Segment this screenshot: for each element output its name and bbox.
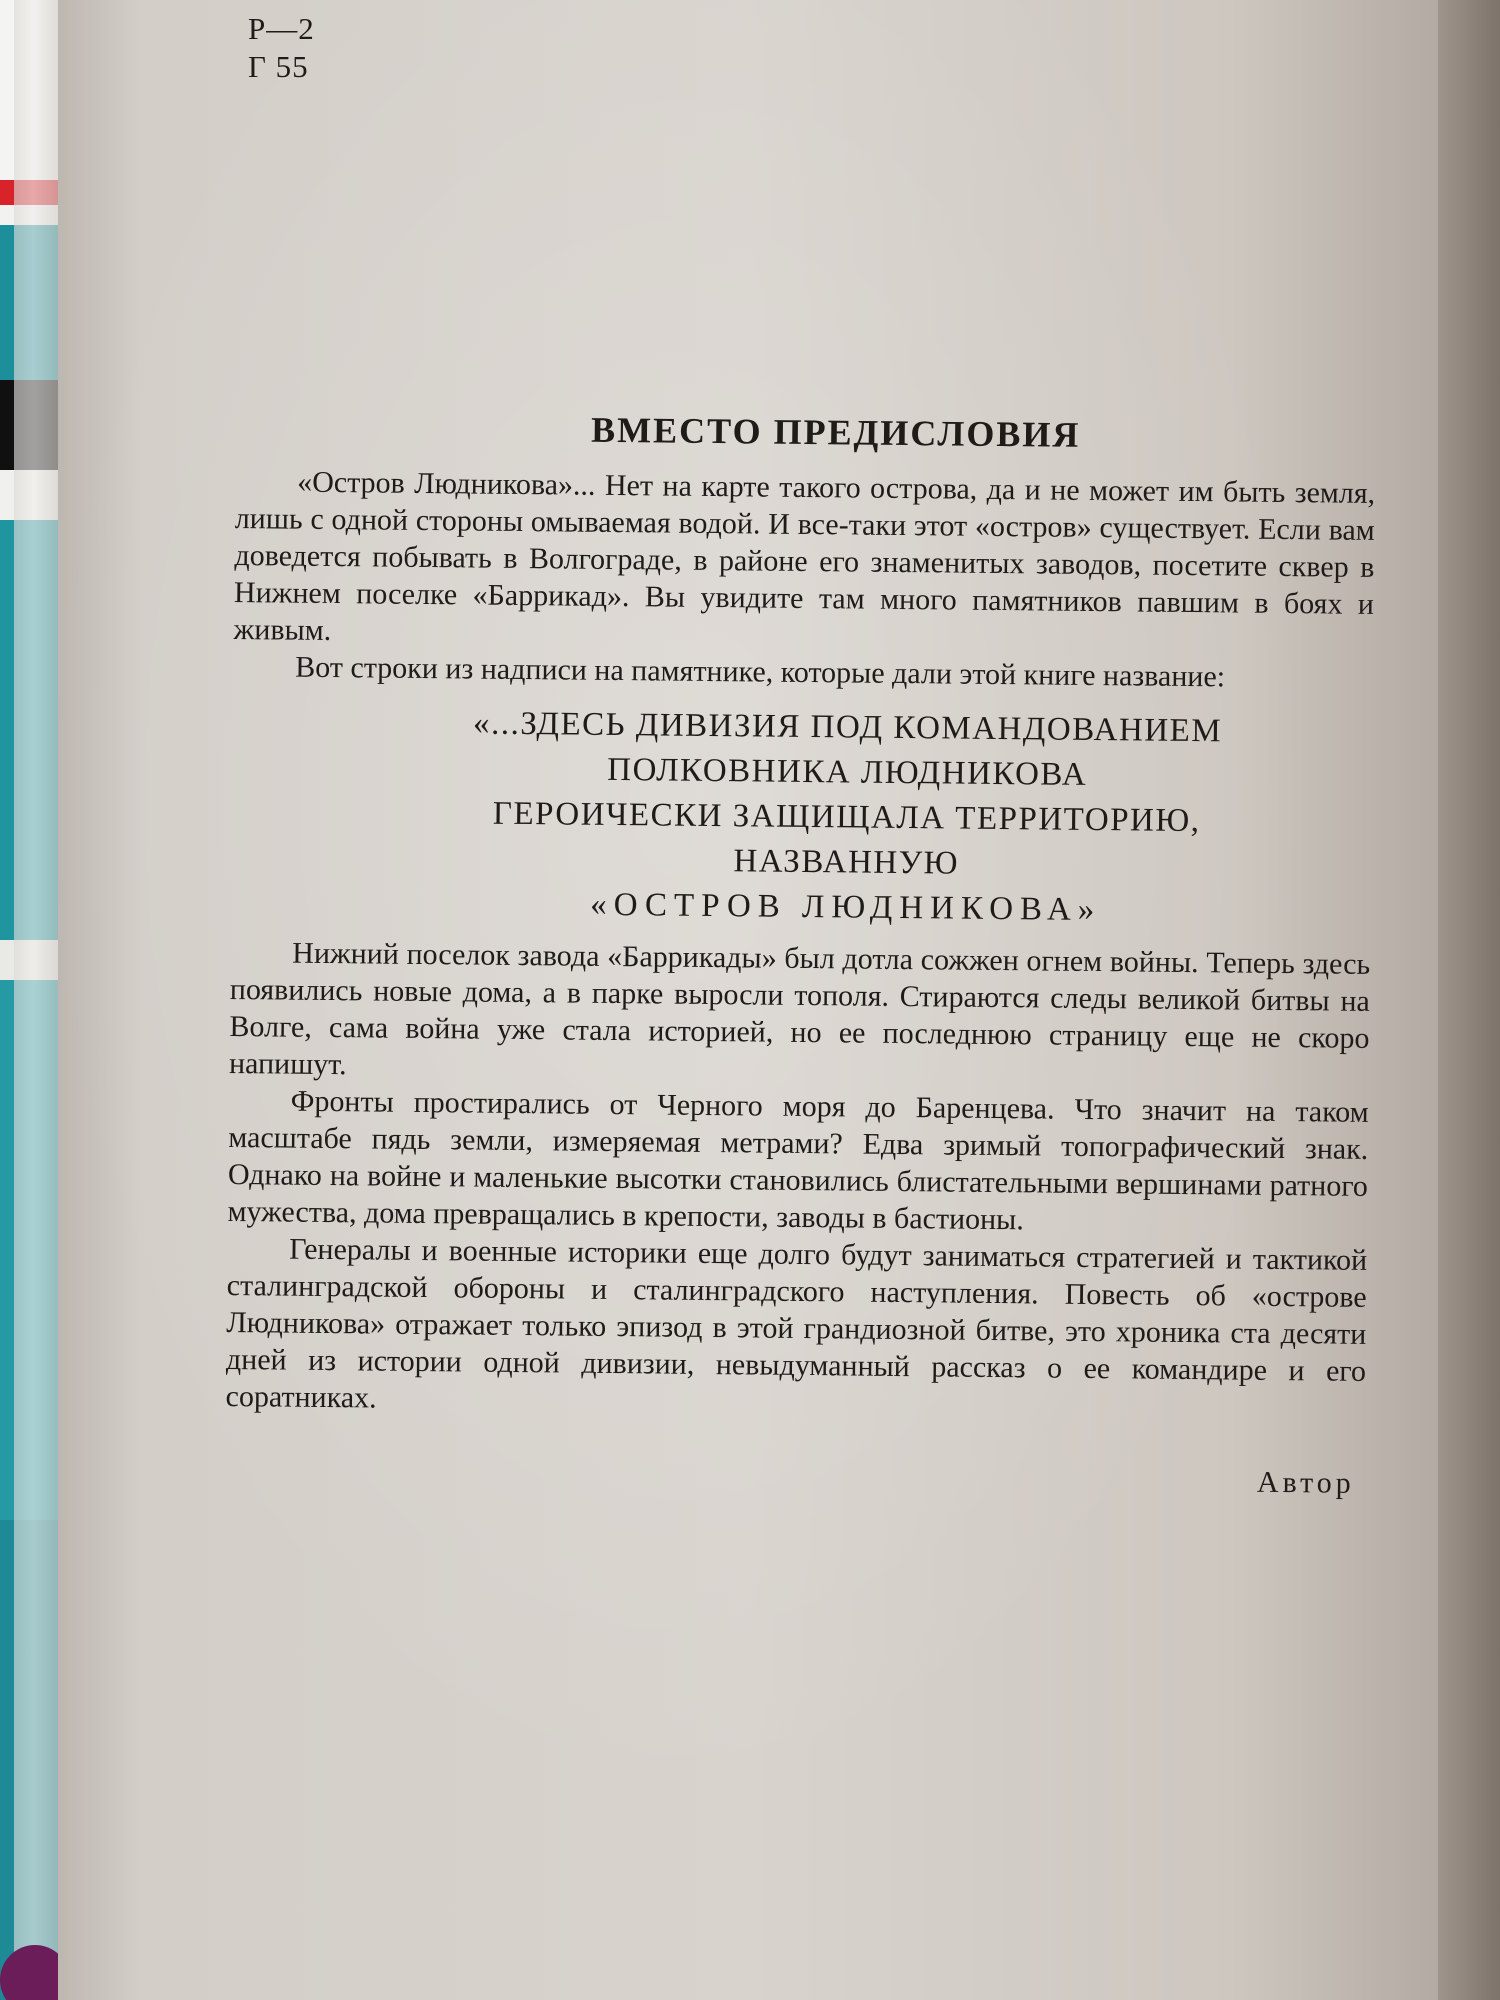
catalog-line-1: Р—2	[248, 11, 315, 46]
catalog-line-2: Г 55	[248, 49, 309, 84]
book-page	[58, 0, 1438, 2000]
author-signature: Автор	[1256, 1465, 1355, 1500]
inscription-line-1: «...ЗДЕСЬ ДИВИЗИЯ ПОД КОМАНДОВАНИЕМ	[472, 705, 1223, 750]
body-paragraph-2: Фронты простирались от Черного моря до Баренцева. Что значит на таком масштабе пядь земли, измеряемая метрами? Едва зримый топографический знак. Однако на войне и маленькие высотки становились блистательными вершинами ратного мужества, дома превращались в крепости, заводы в бастионы.	[227, 1084, 1369, 1237]
intro-paragraph-2: Вот строки из надписи на памятнике, которые дали этой книге название:	[295, 650, 1226, 694]
page-title: ВМЕСТО ПРЕДИСЛОВИЯ	[590, 409, 1081, 455]
catalog-code	[248, 10, 315, 86]
inscription-line-4: НАЗВАННУЮ	[733, 843, 960, 882]
inscription-line-2: ПОЛКОВНИКА ЛЮДНИКОВА	[607, 751, 1088, 793]
inscription-line-3: ГЕРОИЧЕСКИ ЗАЩИЩАЛА ТЕРРИТОРИЮ,	[492, 795, 1201, 840]
inscription-line-5: «ОСТРОВ ЛЮДНИКОВА»	[590, 886, 1102, 929]
page-content	[225, 405, 1376, 1501]
intro-paragraph-1: «Остров Людникова»... Нет на карте такого острова, да и не может им быть земля, лишь с одной стороны омываемая водой. И все-таки этот «остров» существует. Если вам доведется побывать в Волгограде, в районе его знаменитых заводов, посетите сквер в Нижнем поселке «Баррикад». Вы увидите там много памятников павшим в боях и живым.	[233, 465, 1376, 648]
monument-inscription	[231, 699, 1373, 936]
body-paragraph-1: Нижний поселок завода «Баррикады» был дотла сожжен огнем войны. Теперь здесь появились новые дома, а в парке выросли тополя. Стираются следы великой битвы на Волге, сама война уже стала историей, но ее последнюю страницу еще не скоро напишут.	[228, 936, 1371, 1082]
body-paragraph-3: Генералы и военные историки еще долго будут заниматься стратегией и тактикой сталинградской обороны и сталинградского наступления. Повесть об «острове Людникова» отражает только эпизод в этой грандиозной битве, это хроника ста десяти дней из истории одной дивизии, невыдуманный рассказ о ее командире и его соратниках.	[225, 1232, 1368, 1415]
page-gutter-shadow	[1438, 0, 1500, 2000]
page-edges	[14, 0, 62, 2000]
